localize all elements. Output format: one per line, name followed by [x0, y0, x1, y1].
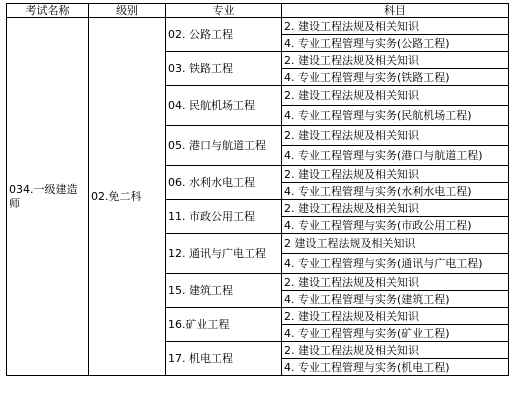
major-cell: 02. 公路工程	[166, 18, 282, 52]
exam-name-cell: 034.一级建造师	[7, 18, 89, 376]
header-exam-name: 考试名称	[7, 4, 89, 18]
header-row	[7, 4, 509, 18]
subject-cell: 2 建设工程法规及相关知识	[282, 234, 509, 254]
subject-cell: 2. 建设工程法规及相关知识	[282, 308, 509, 325]
table-row	[7, 18, 509, 35]
level-cell: 02.免二科	[89, 18, 166, 376]
subject-cell: 2. 建设工程法规及相关知识	[282, 86, 509, 106]
major-cell: 06. 水利水电工程	[166, 166, 282, 200]
table-body	[7, 18, 509, 376]
subject-cell: 2. 建设工程法规及相关知识	[282, 18, 509, 35]
header-major: 专业	[166, 4, 282, 18]
major-cell: 04. 民航机场工程	[166, 86, 282, 126]
subject-cell: 4. 专业工程管理与实务(通讯与广电工程)	[282, 254, 509, 274]
subject-cell: 4. 专业工程管理与实务(矿业工程)	[282, 325, 509, 342]
major-cell: 16.矿业工程	[166, 308, 282, 342]
major-cell: 03. 铁路工程	[166, 52, 282, 86]
subject-cell: 4. 专业工程管理与实务(公路工程)	[282, 35, 509, 52]
subject-cell: 2. 建设工程法规及相关知识	[282, 274, 509, 291]
subject-cell: 4. 专业工程管理与实务(机电工程)	[282, 359, 509, 376]
subject-cell: 4. 专业工程管理与实务(港口与航道工程)	[282, 146, 509, 166]
subject-cell: 4. 专业工程管理与实务(水利水电工程)	[282, 183, 509, 200]
subject-cell: 2. 建设工程法规及相关知识	[282, 166, 509, 183]
subject-cell: 4. 专业工程管理与实务(建筑工程)	[282, 291, 509, 308]
subject-cell: 2. 建设工程法规及相关知识	[282, 342, 509, 359]
header-level: 级别	[89, 4, 166, 18]
table-header	[7, 4, 509, 18]
exam-subjects-table	[6, 3, 509, 376]
subject-cell: 4. 专业工程管理与实务(铁路工程)	[282, 69, 509, 86]
header-subjects: 科目	[282, 4, 509, 18]
major-cell: 11. 市政公用工程	[166, 200, 282, 234]
major-cell: 15. 建筑工程	[166, 274, 282, 308]
subject-cell: 4. 专业工程管理与实务(民航机场工程)	[282, 106, 509, 126]
major-cell: 05. 港口与航道工程	[166, 126, 282, 166]
subject-cell: 2. 建设工程法规及相关知识	[282, 126, 509, 146]
major-cell: 17. 机电工程	[166, 342, 282, 376]
major-cell: 12. 通讯与广电工程	[166, 234, 282, 274]
subject-cell: 4. 专业工程管理与实务(市政公用工程)	[282, 217, 509, 234]
subject-cell: 2. 建设工程法规及相关知识	[282, 200, 509, 217]
subject-cell: 2. 建设工程法规及相关知识	[282, 52, 509, 69]
